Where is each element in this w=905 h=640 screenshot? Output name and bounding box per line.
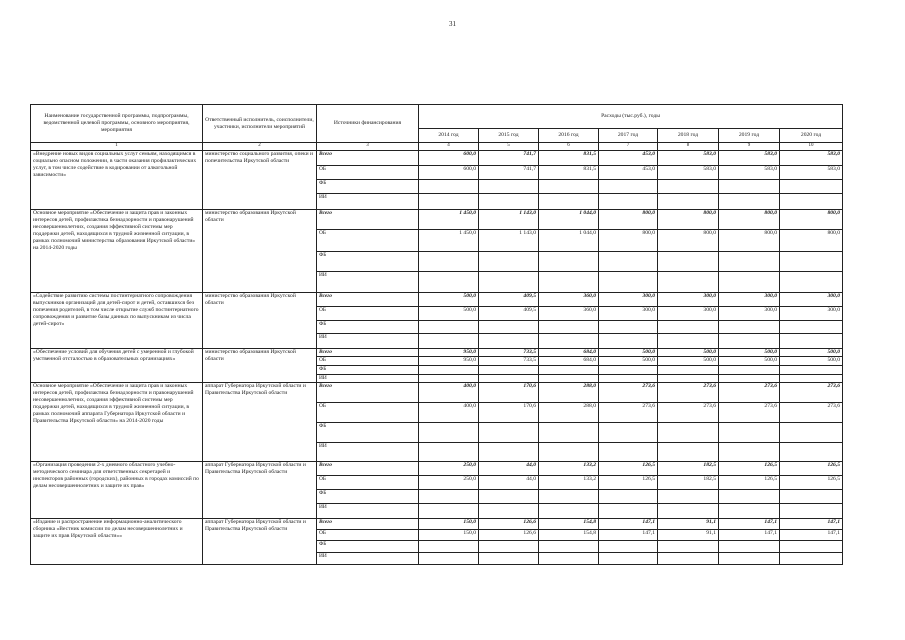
measure-name: «Обеспечение условий для обучения детей с умеренной и глубокой умственной отсталостью в образовательных организациях» xyxy=(31,349,203,383)
expense-value: 583,0 xyxy=(780,151,843,166)
expense-value xyxy=(419,553,479,565)
expense-value: 147,1 xyxy=(719,530,780,541)
table-row xyxy=(31,462,843,476)
expense-value xyxy=(719,504,780,519)
expense-value: 288,0 xyxy=(539,383,599,403)
expense-value: 300,0 xyxy=(719,307,780,321)
expense-value: 133,2 xyxy=(539,462,599,476)
expense-value xyxy=(419,375,479,383)
expense-value: 950,0 xyxy=(419,357,479,366)
table-body xyxy=(31,151,843,565)
funding-source-label: Всего xyxy=(317,383,419,403)
expense-value xyxy=(780,366,843,375)
expense-value: 1 450,0 xyxy=(419,210,479,230)
table-row xyxy=(31,210,843,230)
funding-source-label: ФБ xyxy=(317,366,419,375)
expense-value: 500,0 xyxy=(719,357,780,366)
funding-source-label: Всего xyxy=(317,519,419,530)
measure-executor: министерство образования Иркутской области xyxy=(203,210,317,293)
table-row xyxy=(31,293,843,307)
expense-value xyxy=(539,272,599,293)
expense-value xyxy=(599,541,658,553)
expense-value: 500,0 xyxy=(599,357,658,366)
expense-value: 831,5 xyxy=(539,166,599,180)
expense-value: 300,0 xyxy=(780,307,843,321)
expense-value xyxy=(419,366,479,375)
expense-value: 273,6 xyxy=(658,403,719,423)
expense-value: 583,0 xyxy=(658,151,719,166)
expense-value: 684,0 xyxy=(539,357,599,366)
column-number: 4 xyxy=(419,143,479,151)
column-number: 2 xyxy=(203,143,317,151)
expense-value: 44,0 xyxy=(479,462,539,476)
expense-value xyxy=(658,272,719,293)
expense-value: 453,0 xyxy=(599,151,658,166)
header-executor: Ответственный исполнитель, соисполнители, участники, исполнители мероприятий xyxy=(203,105,317,143)
expense-value xyxy=(719,334,780,349)
expense-value xyxy=(539,443,599,462)
header-year: 2016 год xyxy=(539,129,599,143)
expense-value: 288,0 xyxy=(539,403,599,423)
expense-value: 154,8 xyxy=(539,530,599,541)
expense-value: 500,0 xyxy=(419,293,479,307)
expense-value xyxy=(658,321,719,334)
measure-name: Основное мероприятие «Обеспечение и защита прав и законных интересов детей, профилактика безнадзорности и правонарушений несовершеннолетних, создания эффективной системы мер поддержки детей, находящихся в трудной жизненной ситуации, в рамках полномочий аппарата Губернатора Иркутской области и Правительства Иркутской области» на 2014-2020 годы xyxy=(31,383,203,462)
expense-value: 1 450,0 xyxy=(419,230,479,252)
expense-value xyxy=(658,180,719,194)
expense-value xyxy=(419,423,479,443)
expense-value xyxy=(780,541,843,553)
expense-value xyxy=(599,553,658,565)
expense-value: 1 143,0 xyxy=(479,210,539,230)
column-number: 7 xyxy=(599,143,658,151)
expense-value: 300,0 xyxy=(780,293,843,307)
expense-value: 250,0 xyxy=(419,476,479,490)
expense-value: 273,6 xyxy=(599,403,658,423)
expense-value: 126,5 xyxy=(780,462,843,476)
expense-value: 360,0 xyxy=(539,293,599,307)
expense-value: 147,1 xyxy=(719,519,780,530)
expense-value xyxy=(599,252,658,272)
measure-name: «Организация проведения 2-х дневного областного учебно-методического семинара для ответственных секретарей и инспекторов районных (городских), районных в городах комиссий по делам несовершеннолетних и защите их прав» xyxy=(31,462,203,519)
funding-source-label: ОБ xyxy=(317,530,419,541)
header-year: 2015 год xyxy=(479,129,539,143)
expense-value xyxy=(599,366,658,375)
expense-value xyxy=(419,334,479,349)
expense-value: 150,0 xyxy=(419,519,479,530)
page-number: 31 xyxy=(449,20,456,28)
expense-value: 453,0 xyxy=(599,166,658,180)
expense-value: 500,0 xyxy=(419,307,479,321)
expense-value xyxy=(658,553,719,565)
expense-value: 400,0 xyxy=(419,403,479,423)
funding-source-label: Всего xyxy=(317,210,419,230)
header-name: Наименование государственной программы, подпрограммы, ведомственной целевой программы, основного мероприятия, мероприятия xyxy=(31,105,203,143)
funding-source-label: ФБ xyxy=(317,252,419,272)
expense-value xyxy=(719,180,780,194)
expense-value xyxy=(419,252,479,272)
expense-value xyxy=(539,366,599,375)
measure-name: «Содействие развитию системы постинтернатного сопровождения выпускников организаций для детей-сирот и детей, оставшихся без попечения родителей, в том числе открытие служб постинтернатного сопровождения и развитие базы данных по выпускникам из числа детей-сирот» xyxy=(31,293,203,349)
expense-value: 800,0 xyxy=(719,210,780,230)
expense-value: 800,0 xyxy=(719,230,780,252)
expense-value: 409,5 xyxy=(479,293,539,307)
expense-value xyxy=(719,366,780,375)
expense-value: 1 143,0 xyxy=(479,230,539,252)
expense-value xyxy=(539,180,599,194)
expense-value xyxy=(719,423,780,443)
expense-value xyxy=(780,272,843,293)
expense-value xyxy=(539,553,599,565)
funding-source-label: ИИ xyxy=(317,504,419,519)
expense-value xyxy=(419,443,479,462)
expense-value xyxy=(599,375,658,383)
funding-source-label: ИИ xyxy=(317,194,419,210)
expense-value xyxy=(780,334,843,349)
expense-value xyxy=(780,194,843,210)
expense-value: 800,0 xyxy=(658,210,719,230)
measure-name: «Издание и распространение информационно-аналитического сборника «Вестник комиссии по делам несовершеннолетних и защите их прав Иркутской области»» xyxy=(31,519,203,565)
measure-executor: аппарат Губернатора Иркутской области и Правительства Иркутской области xyxy=(203,519,317,565)
expense-value: 300,0 xyxy=(658,293,719,307)
expense-value xyxy=(719,321,780,334)
funding-source-label: ФБ xyxy=(317,541,419,553)
expense-value: 182,5 xyxy=(658,462,719,476)
expense-value xyxy=(780,321,843,334)
expense-value xyxy=(479,375,539,383)
header-year: 2017 год xyxy=(599,129,658,143)
expense-value: 409,5 xyxy=(479,307,539,321)
expense-value xyxy=(479,272,539,293)
expense-value xyxy=(658,541,719,553)
expense-value: 684,0 xyxy=(539,349,599,357)
expense-value xyxy=(658,366,719,375)
expense-value: 147,1 xyxy=(599,519,658,530)
column-number: 8 xyxy=(658,143,719,151)
expense-value xyxy=(539,194,599,210)
header-sources: Источники финансирования xyxy=(317,105,419,143)
expense-value xyxy=(479,490,539,504)
expense-value xyxy=(780,252,843,272)
measure-name: Основное мероприятие «Обеспечение и защита прав и законных интересов детей, профилактика безнадзорности и правонарушений несовершеннолетних, создания эффективной системы мер поддержки детей, находящихся в трудной жизненной ситуации, в рамках полномочий министерства образования Иркутской области» на 2014-2020 годы xyxy=(31,210,203,293)
expense-value xyxy=(419,272,479,293)
expense-value: 360,0 xyxy=(539,307,599,321)
expense-value: 300,0 xyxy=(658,307,719,321)
column-number: 10 xyxy=(780,143,843,151)
expense-value: 600,0 xyxy=(419,151,479,166)
expense-value: 583,0 xyxy=(780,166,843,180)
expense-value: 831,5 xyxy=(539,151,599,166)
expense-value xyxy=(599,423,658,443)
expense-value: 147,1 xyxy=(780,530,843,541)
funding-source-label: ФБ xyxy=(317,423,419,443)
expense-value: 500,0 xyxy=(780,357,843,366)
expense-value: 273,6 xyxy=(658,383,719,403)
column-number: 3 xyxy=(317,143,419,151)
expense-value: 273,6 xyxy=(719,403,780,423)
expense-value xyxy=(719,194,780,210)
expense-value: 500,0 xyxy=(719,349,780,357)
header-year: 2019 год xyxy=(719,129,780,143)
expense-value xyxy=(658,490,719,504)
expense-value: 400,0 xyxy=(419,383,479,403)
expense-value: 273,6 xyxy=(719,383,780,403)
expense-value xyxy=(658,334,719,349)
expense-value xyxy=(780,375,843,383)
header-expenses: Расходы (тыс.руб.), годы xyxy=(419,105,843,129)
expense-value xyxy=(479,366,539,375)
expense-value xyxy=(780,180,843,194)
expense-value xyxy=(780,443,843,462)
funding-source-label: Всего xyxy=(317,151,419,166)
expense-value xyxy=(479,321,539,334)
expense-value: 800,0 xyxy=(599,210,658,230)
expense-value: 170,6 xyxy=(479,403,539,423)
expense-value xyxy=(479,541,539,553)
expense-value: 800,0 xyxy=(780,210,843,230)
expense-value xyxy=(599,272,658,293)
expense-value xyxy=(599,490,658,504)
funding-source-label: ОБ xyxy=(317,166,419,180)
table-row xyxy=(31,383,843,403)
expense-value xyxy=(719,252,780,272)
expense-value xyxy=(479,334,539,349)
column-number: 9 xyxy=(719,143,780,151)
expense-value: 44,0 xyxy=(479,476,539,490)
expense-value: 147,1 xyxy=(780,519,843,530)
expense-value xyxy=(658,375,719,383)
funding-source-label: ИИ xyxy=(317,272,419,293)
expense-value xyxy=(479,180,539,194)
expense-value: 741,7 xyxy=(479,151,539,166)
expense-value xyxy=(479,504,539,519)
expense-value: 1 044,0 xyxy=(539,230,599,252)
expense-value: 300,0 xyxy=(719,293,780,307)
funding-source-label: ИИ xyxy=(317,375,419,383)
expense-value xyxy=(780,504,843,519)
expense-value: 950,0 xyxy=(419,349,479,357)
expense-value: 500,0 xyxy=(599,349,658,357)
expense-value xyxy=(419,504,479,519)
expense-value: 273,6 xyxy=(599,383,658,403)
expense-value xyxy=(539,423,599,443)
expense-value xyxy=(419,194,479,210)
column-number: 6 xyxy=(539,143,599,151)
expense-value: 150,0 xyxy=(419,530,479,541)
table-row xyxy=(31,349,843,357)
expense-value xyxy=(479,423,539,443)
expense-value: 500,0 xyxy=(658,357,719,366)
expense-value: 800,0 xyxy=(658,230,719,252)
expense-value xyxy=(419,321,479,334)
expense-value: 126,6 xyxy=(479,519,539,530)
budget-table xyxy=(30,104,843,565)
expense-value: 583,0 xyxy=(719,166,780,180)
expense-value xyxy=(719,272,780,293)
expense-value xyxy=(599,504,658,519)
funding-source-label: ФБ xyxy=(317,180,419,194)
expense-value: 170,6 xyxy=(479,383,539,403)
expense-value xyxy=(539,334,599,349)
expense-value: 600,0 xyxy=(419,166,479,180)
expense-value xyxy=(780,553,843,565)
measure-executor: министерство образования Иркутской области xyxy=(203,349,317,383)
funding-source-label: ОБ xyxy=(317,357,419,366)
expense-value xyxy=(479,194,539,210)
funding-source-label: Всего xyxy=(317,349,419,357)
expense-value: 126,5 xyxy=(599,462,658,476)
expense-value: 273,6 xyxy=(780,403,843,423)
expense-value xyxy=(539,541,599,553)
expense-value: 91,1 xyxy=(658,530,719,541)
expense-value: 800,0 xyxy=(780,230,843,252)
expense-value xyxy=(539,504,599,519)
column-number: 1 xyxy=(31,143,203,151)
expense-value: 733,5 xyxy=(479,357,539,366)
expense-value xyxy=(539,490,599,504)
expense-value xyxy=(479,252,539,272)
expense-value xyxy=(780,490,843,504)
measure-executor: аппарат Губернатора Иркутской области и Правительства Иркутской области xyxy=(203,462,317,519)
column-number: 5 xyxy=(479,143,539,151)
expense-value xyxy=(539,252,599,272)
header-year: 2018 год xyxy=(658,129,719,143)
expense-value: 126,5 xyxy=(719,462,780,476)
funding-source-label: ОБ xyxy=(317,403,419,423)
expense-value xyxy=(599,194,658,210)
expense-value xyxy=(780,423,843,443)
expense-value: 126,5 xyxy=(719,476,780,490)
expense-value: 583,0 xyxy=(719,151,780,166)
expense-value: 250,0 xyxy=(419,462,479,476)
expense-value: 154,8 xyxy=(539,519,599,530)
expense-value xyxy=(719,490,780,504)
expense-value: 300,0 xyxy=(599,293,658,307)
measure-executor: министерство социального развития, опеки и попечительства Иркутской области xyxy=(203,151,317,210)
expense-value xyxy=(719,375,780,383)
expense-value xyxy=(479,443,539,462)
expense-value xyxy=(599,180,658,194)
expense-value: 500,0 xyxy=(780,349,843,357)
funding-source-label: ФБ xyxy=(317,490,419,504)
funding-source-label: ОБ xyxy=(317,307,419,321)
measure-executor: аппарат Губернатора Иркутской области и Правительства Иркутской области xyxy=(203,383,317,462)
funding-source-label: ИИ xyxy=(317,334,419,349)
expense-value: 300,0 xyxy=(599,307,658,321)
expense-value xyxy=(539,375,599,383)
expense-value: 583,0 xyxy=(658,166,719,180)
funding-source-label: Всего xyxy=(317,293,419,307)
expense-value xyxy=(658,443,719,462)
measure-name: «Внедрение новых видов социальных услуг семьям, находящимся в социально опасном положении, в части оказания профилактических услуг, в том числе содействие в кодировании от алкогольной зависимости» xyxy=(31,151,203,210)
expense-value: 741,7 xyxy=(479,166,539,180)
expense-value: 733,5 xyxy=(479,349,539,357)
expense-value: 126,5 xyxy=(599,476,658,490)
expense-value xyxy=(719,553,780,565)
expense-value: 147,1 xyxy=(599,530,658,541)
expense-value: 126,5 xyxy=(780,476,843,490)
expense-value xyxy=(599,443,658,462)
expense-value xyxy=(419,490,479,504)
expense-value xyxy=(479,553,539,565)
expense-value xyxy=(658,194,719,210)
table-row xyxy=(31,519,843,530)
expense-value xyxy=(419,180,479,194)
funding-source-label: ИИ xyxy=(317,553,419,565)
expense-value xyxy=(539,321,599,334)
expense-value: 800,0 xyxy=(599,230,658,252)
table-row xyxy=(31,151,843,166)
measure-executor: министерство образования Иркутской области xyxy=(203,293,317,349)
funding-source-label: Всего xyxy=(317,462,419,476)
expense-value: 126,6 xyxy=(479,530,539,541)
expense-value: 133,2 xyxy=(539,476,599,490)
header-year: 2020 год xyxy=(780,129,843,143)
header-year: 2014 год xyxy=(419,129,479,143)
funding-source-label: ОБ xyxy=(317,230,419,252)
expense-value xyxy=(719,443,780,462)
expense-value xyxy=(719,541,780,553)
expense-value xyxy=(599,334,658,349)
funding-source-label: ФБ xyxy=(317,321,419,334)
expense-value: 182,5 xyxy=(658,476,719,490)
expense-value: 91,1 xyxy=(658,519,719,530)
expense-value: 1 044,0 xyxy=(539,210,599,230)
funding-source-label: ИИ xyxy=(317,443,419,462)
expense-value: 273,6 xyxy=(780,383,843,403)
funding-source-label: ОБ xyxy=(317,476,419,490)
expense-value xyxy=(658,504,719,519)
expense-value xyxy=(419,541,479,553)
expense-value xyxy=(599,321,658,334)
expense-value xyxy=(658,252,719,272)
expense-value: 500,0 xyxy=(658,349,719,357)
expense-value xyxy=(658,423,719,443)
